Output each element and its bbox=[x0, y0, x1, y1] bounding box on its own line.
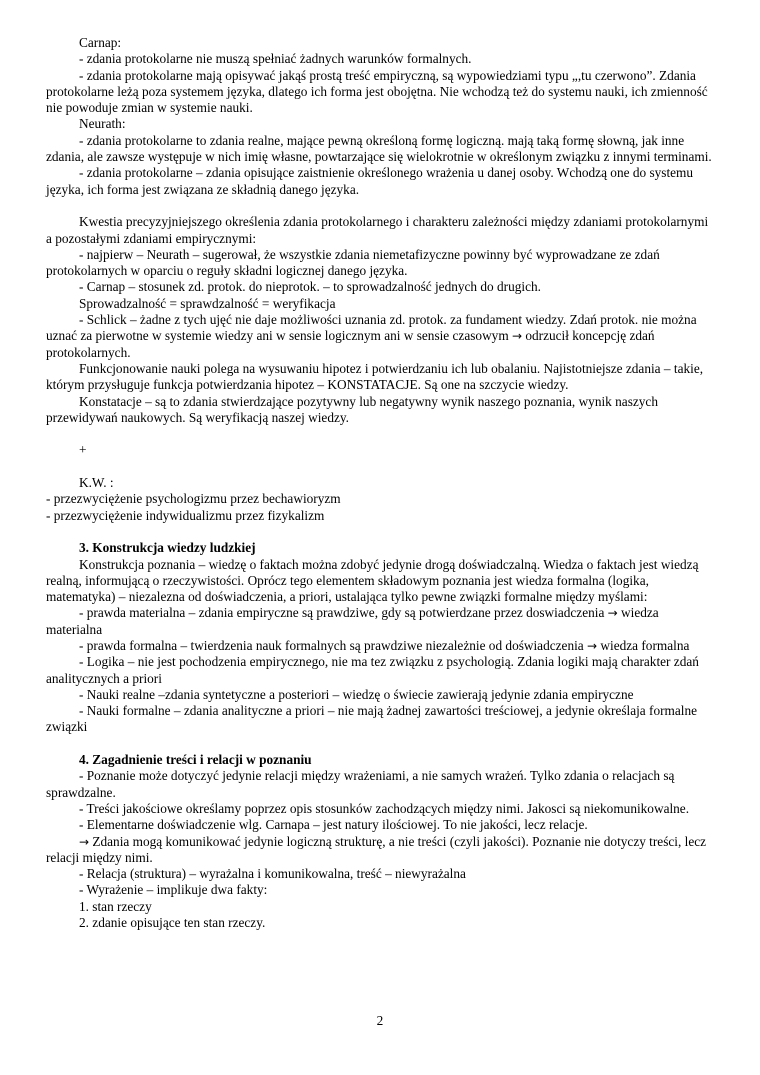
section-3-heading: 3. Konstrukcja wiedzy ludzkiej bbox=[79, 540, 256, 556]
section-3-point-3: - Logika – nie jest pochodzenia empirycznego, nie ma tez związku z psychologią. Zdania logiki mają charakter zdań analitycznych a priori bbox=[46, 654, 699, 686]
arrow-right-icon: → bbox=[511, 329, 523, 344]
carnap-point-1: - zdania protokolarne nie muszą spełniać żadnych warunków formalnych. bbox=[79, 51, 472, 67]
spacer bbox=[46, 524, 714, 540]
section-3-point-4: - Nauki realne –zdania syntetyczne a posteriori – wiedzę o świecie zawierają jedynie zdania empiryczne bbox=[79, 686, 634, 702]
spacer bbox=[46, 459, 714, 475]
section-4-list-item-1: 1. stan rzeczy bbox=[79, 898, 152, 914]
page-content bbox=[46, 35, 714, 931]
carnap-point-2: - zdania protokolarne mają opisywać jakąś prostą treść empiryczną, są wypowiedziami typu „,tu czerwono”. Zdania protokolarne leżą poza systemem języka, dlatego ich forma jest obojętna. Nie wchodzą też do systemu nauki, ich zmienność nie powoduje zmian w systemie nauki. bbox=[46, 67, 708, 116]
kwestia-point-4 bbox=[46, 312, 714, 361]
page-number: 2 bbox=[376, 1013, 384, 1028]
kwestia-point-1: - najpierw – Neurath – sugerował, że wszystkie zdania niemetafizyczne powinny być wyprowadzane ze zdań protokolarnych w oparciu o reguły składni logicznej danego języka. bbox=[46, 246, 660, 279]
section-4-list-item-2: 2. zdanie opisujące ten stan rzeczy. bbox=[79, 915, 266, 931]
section-3-point-1 bbox=[46, 605, 714, 638]
neurath-point-1: - zdania protokolarne to zdania realne, mające pewną określoną formę logiczną. mają taką formę słowną, jak inne zdania, ale zawsze występuje w nich imię własne, powtarzające się wielokrotnie w określonym związku z innymi terminami. bbox=[46, 132, 712, 165]
section-3-point-2-text: - prawda formalna – twierdzenia nauk formalnych są prawdziwe niezależnie od doświadczenia bbox=[79, 637, 588, 653]
section-3-point-2-conclusion: wiedza formalna bbox=[597, 637, 690, 653]
arrow-right-icon: → bbox=[607, 606, 618, 621]
section-3-point-5: - Nauki formalne – zdania analityczne a priori – nie mają żadnej zawartości treściowej, a jedynie określaja formalne związki bbox=[46, 703, 698, 735]
kwestia-point-6: Konstatacje – są to zdania stwierdzające pozytywny lub negatywny wynik naszego poznania, wynik naszych przewidywań naukowych. Są weryfikacją naszej wiedzy. bbox=[46, 393, 658, 425]
plus-mark: + bbox=[79, 442, 87, 458]
kwestia-point-5: Funkcjonowanie nauki polega na wysuwaniu hipotez i potwierdzaniu ich lub obalaniu. Najistotniejsze zdania – takie, którym przysługuje funkcja potwierdzania hipotez – KONSTATACJE. Są one na szczycie wiedzy. bbox=[46, 360, 704, 393]
spacer bbox=[46, 426, 714, 442]
section-4-point-4 bbox=[46, 834, 714, 867]
kwestia-point-4-conclusion: odrzucił koncepcję zdań protokolarnych. bbox=[46, 328, 655, 360]
kw-item-1: - przezwyciężenie psychologizmu przez bechawioryzm bbox=[46, 491, 341, 507]
carnap-label: Carnap: bbox=[79, 35, 122, 50]
arrow-right-icon: → bbox=[79, 834, 90, 849]
section-4-point-2: - Treści jakościowe określamy poprzez opis stosunków zachodzących między nimi. Jakosci są niekomunikowalne. bbox=[79, 800, 690, 816]
section-4-point-5: - Relacja (struktura) – wyrażalna i komunikowalna, treść – niewyrażalna bbox=[79, 866, 466, 882]
section-4-point-4-text: Zdania mogą komunikować jedynie logiczną strukturę, a nie treści (czyli jakości). Poznanie nie dotyczy treści, lecz relacji między nimi. bbox=[46, 833, 707, 865]
section-4-point-1: - Poznanie może dotyczyć jedynie relacji między wrażeniami, a nie samych wrażeń. Tylko zdania o relacjach są sprawdzalne. bbox=[46, 768, 675, 800]
kw-item-2: - przezwyciężenie indywidualizmu przez fizykalizm bbox=[46, 507, 325, 523]
section-3-point-2 bbox=[46, 638, 714, 654]
section-3-point-1-conclusion: wiedza materialna bbox=[46, 605, 659, 637]
kw-label: K.W. : bbox=[79, 475, 114, 491]
kwestia-intro: Kwestia precyzyjniejszego określenia zdania protokolarnego i charakteru zależności między zdaniami protokolarnymi a pozostałymi zdaniami empirycznymi: bbox=[46, 214, 709, 246]
section-3-intro: Konstrukcja poznania – wiedzę o faktach można zdobyć jedynie drogą doświadczalną. Wiedza o faktach jest wiedzą realną, informującą o rzeczywistości. Oprócz tego elementem składowym poznania jest wiedza formalna (logika, matematyka) – niezalezna od doświadczenia, a priori, ustalająca tylko pewne związki formalne między myślami: bbox=[46, 556, 699, 605]
neurath-label: Neurath: bbox=[79, 116, 126, 132]
spacer bbox=[46, 736, 714, 752]
section-4-point-6: - Wyrażenie – implikuje dwa fakty: bbox=[79, 882, 268, 898]
section-4-point-3: - Elementarne doświadczenie wlg. Carnapa – jest natury ilościowej. To nie jakości, lecz relacje. bbox=[79, 817, 588, 833]
section-3-point-1-text: - prawda materialna – zdania empiryczne są prawdziwe, gdy są potwierdzane przez doswiadczenia bbox=[79, 605, 608, 621]
kwestia-point-2: - Carnap – stosunek zd. protok. do nieprotok. – to sprowadzalność jednych do drugich. bbox=[79, 279, 541, 295]
kwestia-point-3: Sprowadzalność = sprawdzalność = weryfikacja bbox=[79, 295, 336, 311]
arrow-right-icon: → bbox=[587, 638, 598, 653]
neurath-point-2: - zdania protokolarne – zdania opisujące zaistnienie określonego wrażenia u danej osoby. Wchodzą one do systemu języka, ich forma jest związana ze składnią danego języka. bbox=[46, 165, 694, 197]
spacer bbox=[46, 198, 714, 214]
kwestia-point-4-text: - Schlick – żadne z tych ujęć nie daje możliwości uznania zd. protok. za fundament wiedzy. Zdań protok. nie można uznać za pierwotne w systemie wiedzy ani w sensie logicznym ani w sensie czasowym bbox=[46, 312, 697, 344]
section-4-heading: 4. Zagadnienie treści i relacji w poznaniu bbox=[79, 752, 312, 768]
